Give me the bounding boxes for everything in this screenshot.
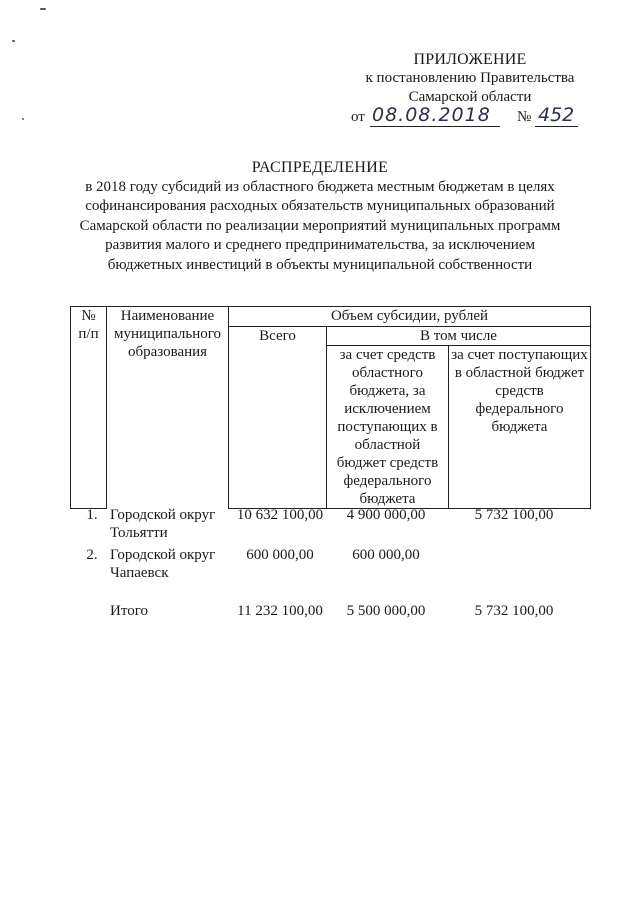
scan-speck <box>12 40 15 42</box>
appendix-line: к постановлению Правительства <box>365 70 575 86</box>
header-total: Всего <box>229 327 327 509</box>
number-prefix: № <box>517 109 532 125</box>
table-row <box>70 546 590 586</box>
table-row <box>70 506 590 546</box>
description-line: бюджетных инвестиций в объекты муниципальной собственности <box>107 256 533 273</box>
row-number: 2. <box>86 547 98 563</box>
header-including: В том числе <box>327 327 591 346</box>
municipality-name: Городской округ Тольятти <box>110 507 216 541</box>
total-amount: 11 232 100,00 <box>237 603 323 619</box>
description-line: развития малого и среднего предпринимательства, за исключением <box>105 237 535 253</box>
header-num: № п/п <box>71 307 107 509</box>
description-line: софинансирования расходных обязательств муниципальных образований <box>85 198 555 214</box>
total-amount: 10 632 100,00 <box>236 507 324 523</box>
description-line: в 2018 году субсидий из областного бюджета местным бюджетам в целях <box>85 178 555 195</box>
federal-amount: 5 732 100,00 <box>474 507 554 523</box>
header-federal: за счет поступающих в областной бюджет средств федерального бюджета <box>449 346 591 509</box>
subsidy-table-header <box>70 306 591 509</box>
decree-date-line <box>351 104 591 129</box>
scan-speck <box>22 118 24 120</box>
header-regional: за счет средств областного бюджета, за исключением поступающих в областной бюджет средств федерального бюджета <box>327 346 449 509</box>
header-amount-group: Объем субсидии, рублей <box>229 307 591 327</box>
date-prefix: от <box>351 109 365 125</box>
handwritten-date: 08.08.2018 <box>370 104 500 127</box>
appendix-block <box>340 50 600 107</box>
federal-amount: 5 732 100,00 <box>474 603 554 619</box>
description-line: Самарской области по реализации мероприятий муниципальных программ <box>79 217 561 234</box>
appendix-heading: ПРИЛОЖЕНИЕ <box>413 51 527 68</box>
total-amount: 600 000,00 <box>246 547 314 563</box>
regional-amount: 600 000,00 <box>352 547 420 563</box>
regional-amount: 4 900 000,00 <box>346 507 426 523</box>
header-name: Наименование муниципального образования <box>107 307 229 509</box>
scan-speck <box>40 8 46 10</box>
document-title: РАСПРЕДЕЛЕНИЕ <box>251 159 389 176</box>
regional-amount: 5 500 000,00 <box>346 603 426 619</box>
municipality-name: Итого <box>110 603 148 619</box>
municipality-name: Городской округ Чапаевск <box>110 547 216 581</box>
handwritten-number: 452 <box>535 104 578 127</box>
row-number: 1. <box>86 507 98 523</box>
table-row-total <box>70 602 590 642</box>
appendix-line: Самарской области <box>408 89 532 105</box>
document-title-block <box>60 158 580 275</box>
